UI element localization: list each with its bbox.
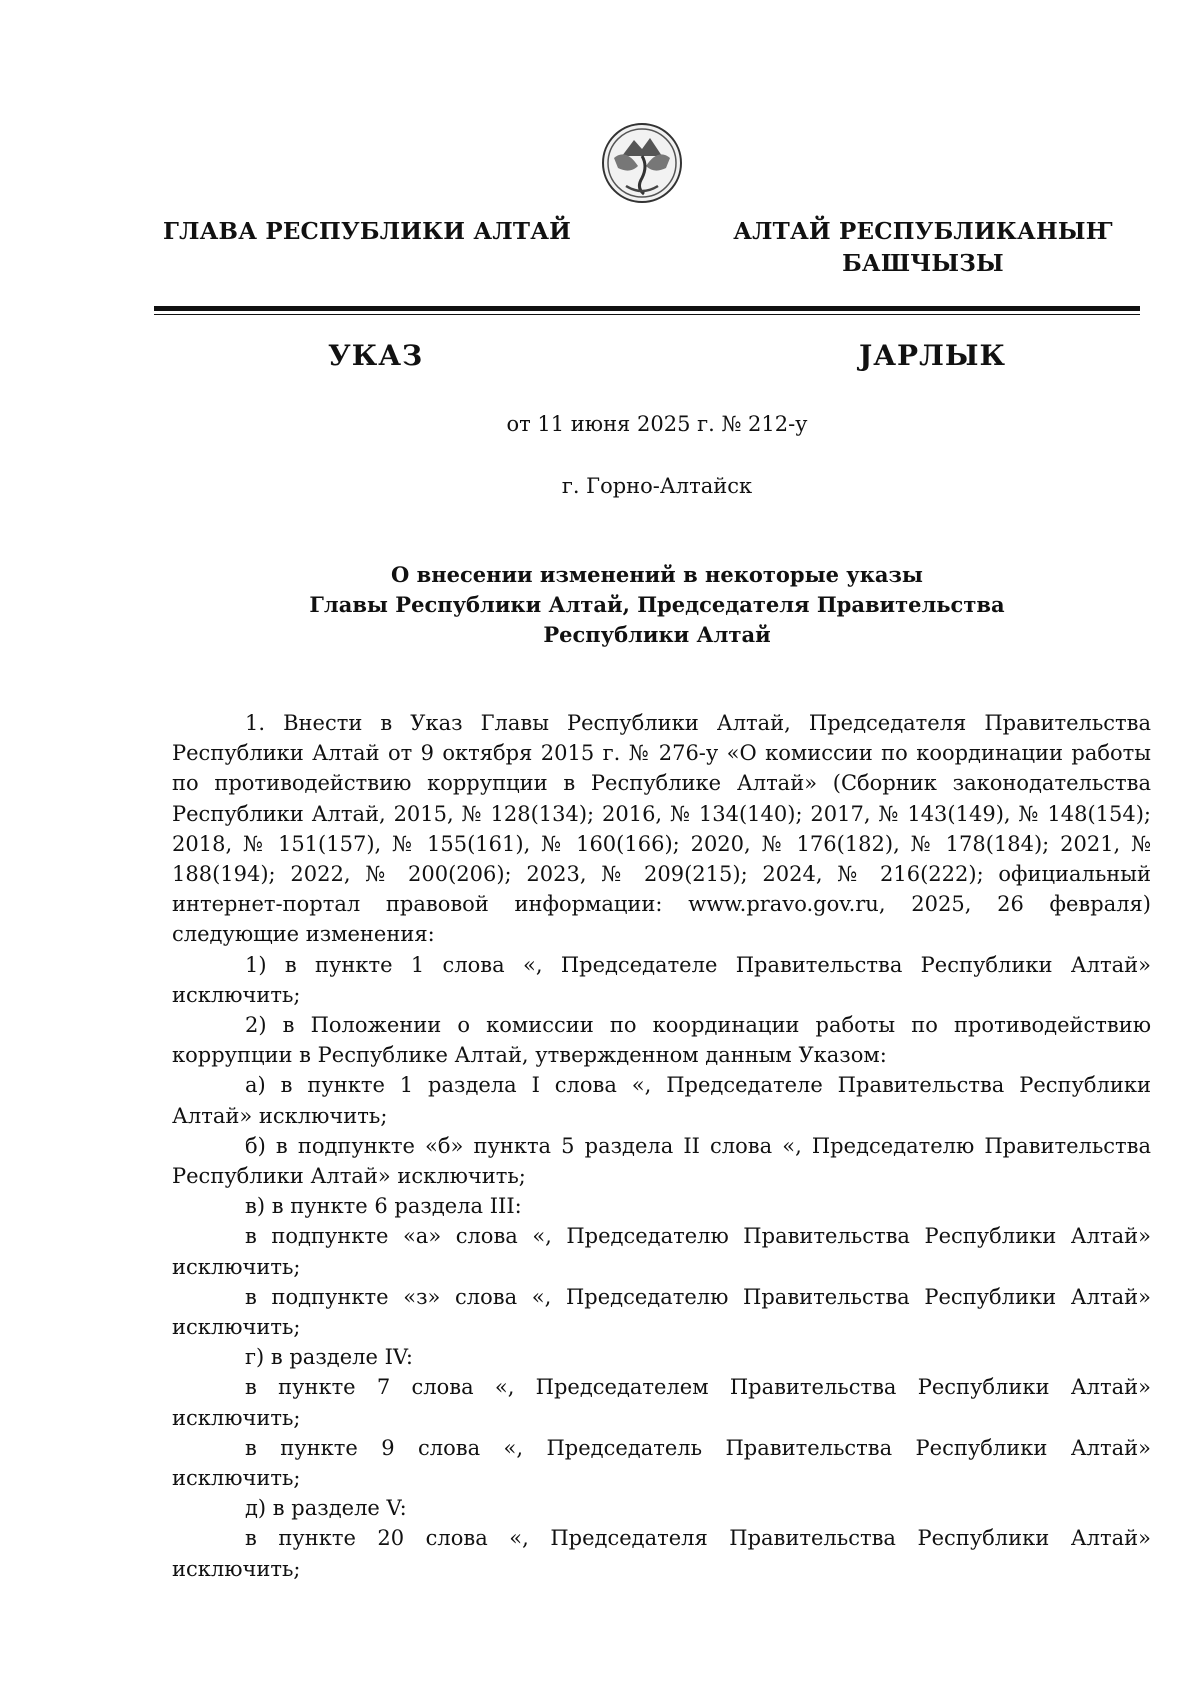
body-paragraph: в) в пункте 6 раздела III: <box>245 1194 522 1219</box>
body-paragraph: в пункте 20 слова «, Председателя Правительства Республики Алтай» исключить; <box>172 1526 1151 1581</box>
body-paragraph: 1) в пункте 1 слова «, Председателе Правительства Республики Алтай» исключить; <box>172 952 1151 1007</box>
body-paragraph: 1. Внести в Указ Главы Республики Алтай, Председателя Правительства Республики Алтай от 9 октября 2015 г. № 276-у «О комиссии по координации работы по противодействию коррупции в Республике Алтай» (Сборник законодательства Республики Алтай, 2015, № 128(134); 2016, № 134(140); 2017, № 143(149), № 148(154); 2018, № 151(157), № 155(161), № 160(166); 2020, № 176(182), № 178(184); 2021, № 188(194); 2022, № 200(206); 2023, № 209(215); 2024, № 216(222); официальный интернет-портал правовой информации: www.pravo.gov.ru, 2025, 26 февраля) следующие изменения: <box>172 711 1151 947</box>
header-right-title-line2: БАШЧЫЗЫ <box>842 250 1004 277</box>
header-divider-thick <box>154 306 1140 311</box>
body-paragraph: в подпункте «а» слова «, Председателю Правительства Республики Алтай» исключить; <box>172 1224 1151 1279</box>
header-divider-thin <box>154 314 1140 315</box>
body-paragraph: б) в подпункте «б» пункта 5 раздела II слова «, Председателю Правительства Республики Алтай» исключить; <box>172 1133 1151 1189</box>
body-paragraph: д) в разделе V: <box>245 1496 407 1521</box>
document-subject <box>160 560 1154 650</box>
body-paragraph: в пункте 7 слова «, Председателем Правительства Республики Алтай» исключить; <box>172 1375 1151 1430</box>
document-type-altai: ЈАРЛЫК <box>859 339 1006 372</box>
header-right-title <box>733 216 1113 280</box>
body-paragraph: в пункте 9 слова «, Председатель Правительства Республики Алтай» исключить; <box>172 1435 1151 1491</box>
republic-altai-coat-of-arms-icon <box>600 116 684 210</box>
subject-line-3: Республики Алтай <box>543 622 771 647</box>
body-paragraph: а) в пункте 1 раздела I слова «, Председателе Правительства Республики Алтай» исключить; <box>172 1073 1151 1128</box>
subject-line-2: Главы Республики Алтай, Председателя Правительства <box>309 592 1005 617</box>
header-right-title-line1: АЛТАЙ РЕСПУБЛИКАНЫҤ <box>733 218 1113 245</box>
header-left-title: ГЛАВА РЕСПУБЛИКИ АЛТАЙ <box>163 218 572 245</box>
document-body <box>172 708 1151 1584</box>
document-type-russian: УКАЗ <box>328 339 424 372</box>
body-paragraph: 2) в Положении о комиссии по координации работы по противодействию коррупции в Республике Алтай, утвержденном данным Указом: <box>172 1013 1151 1068</box>
body-paragraph: г) в разделе IV: <box>245 1345 414 1370</box>
subject-line-1: О внесении изменений в некоторые указы <box>391 562 923 587</box>
document-city: г. Горно-Алтайск <box>561 474 753 498</box>
body-paragraph: в подпункте «з» слова «, Председателю Правительства Республики Алтай» исключить; <box>172 1284 1151 1340</box>
document-date-number: от 11 июня 2025 г. № 212-у <box>506 412 808 436</box>
